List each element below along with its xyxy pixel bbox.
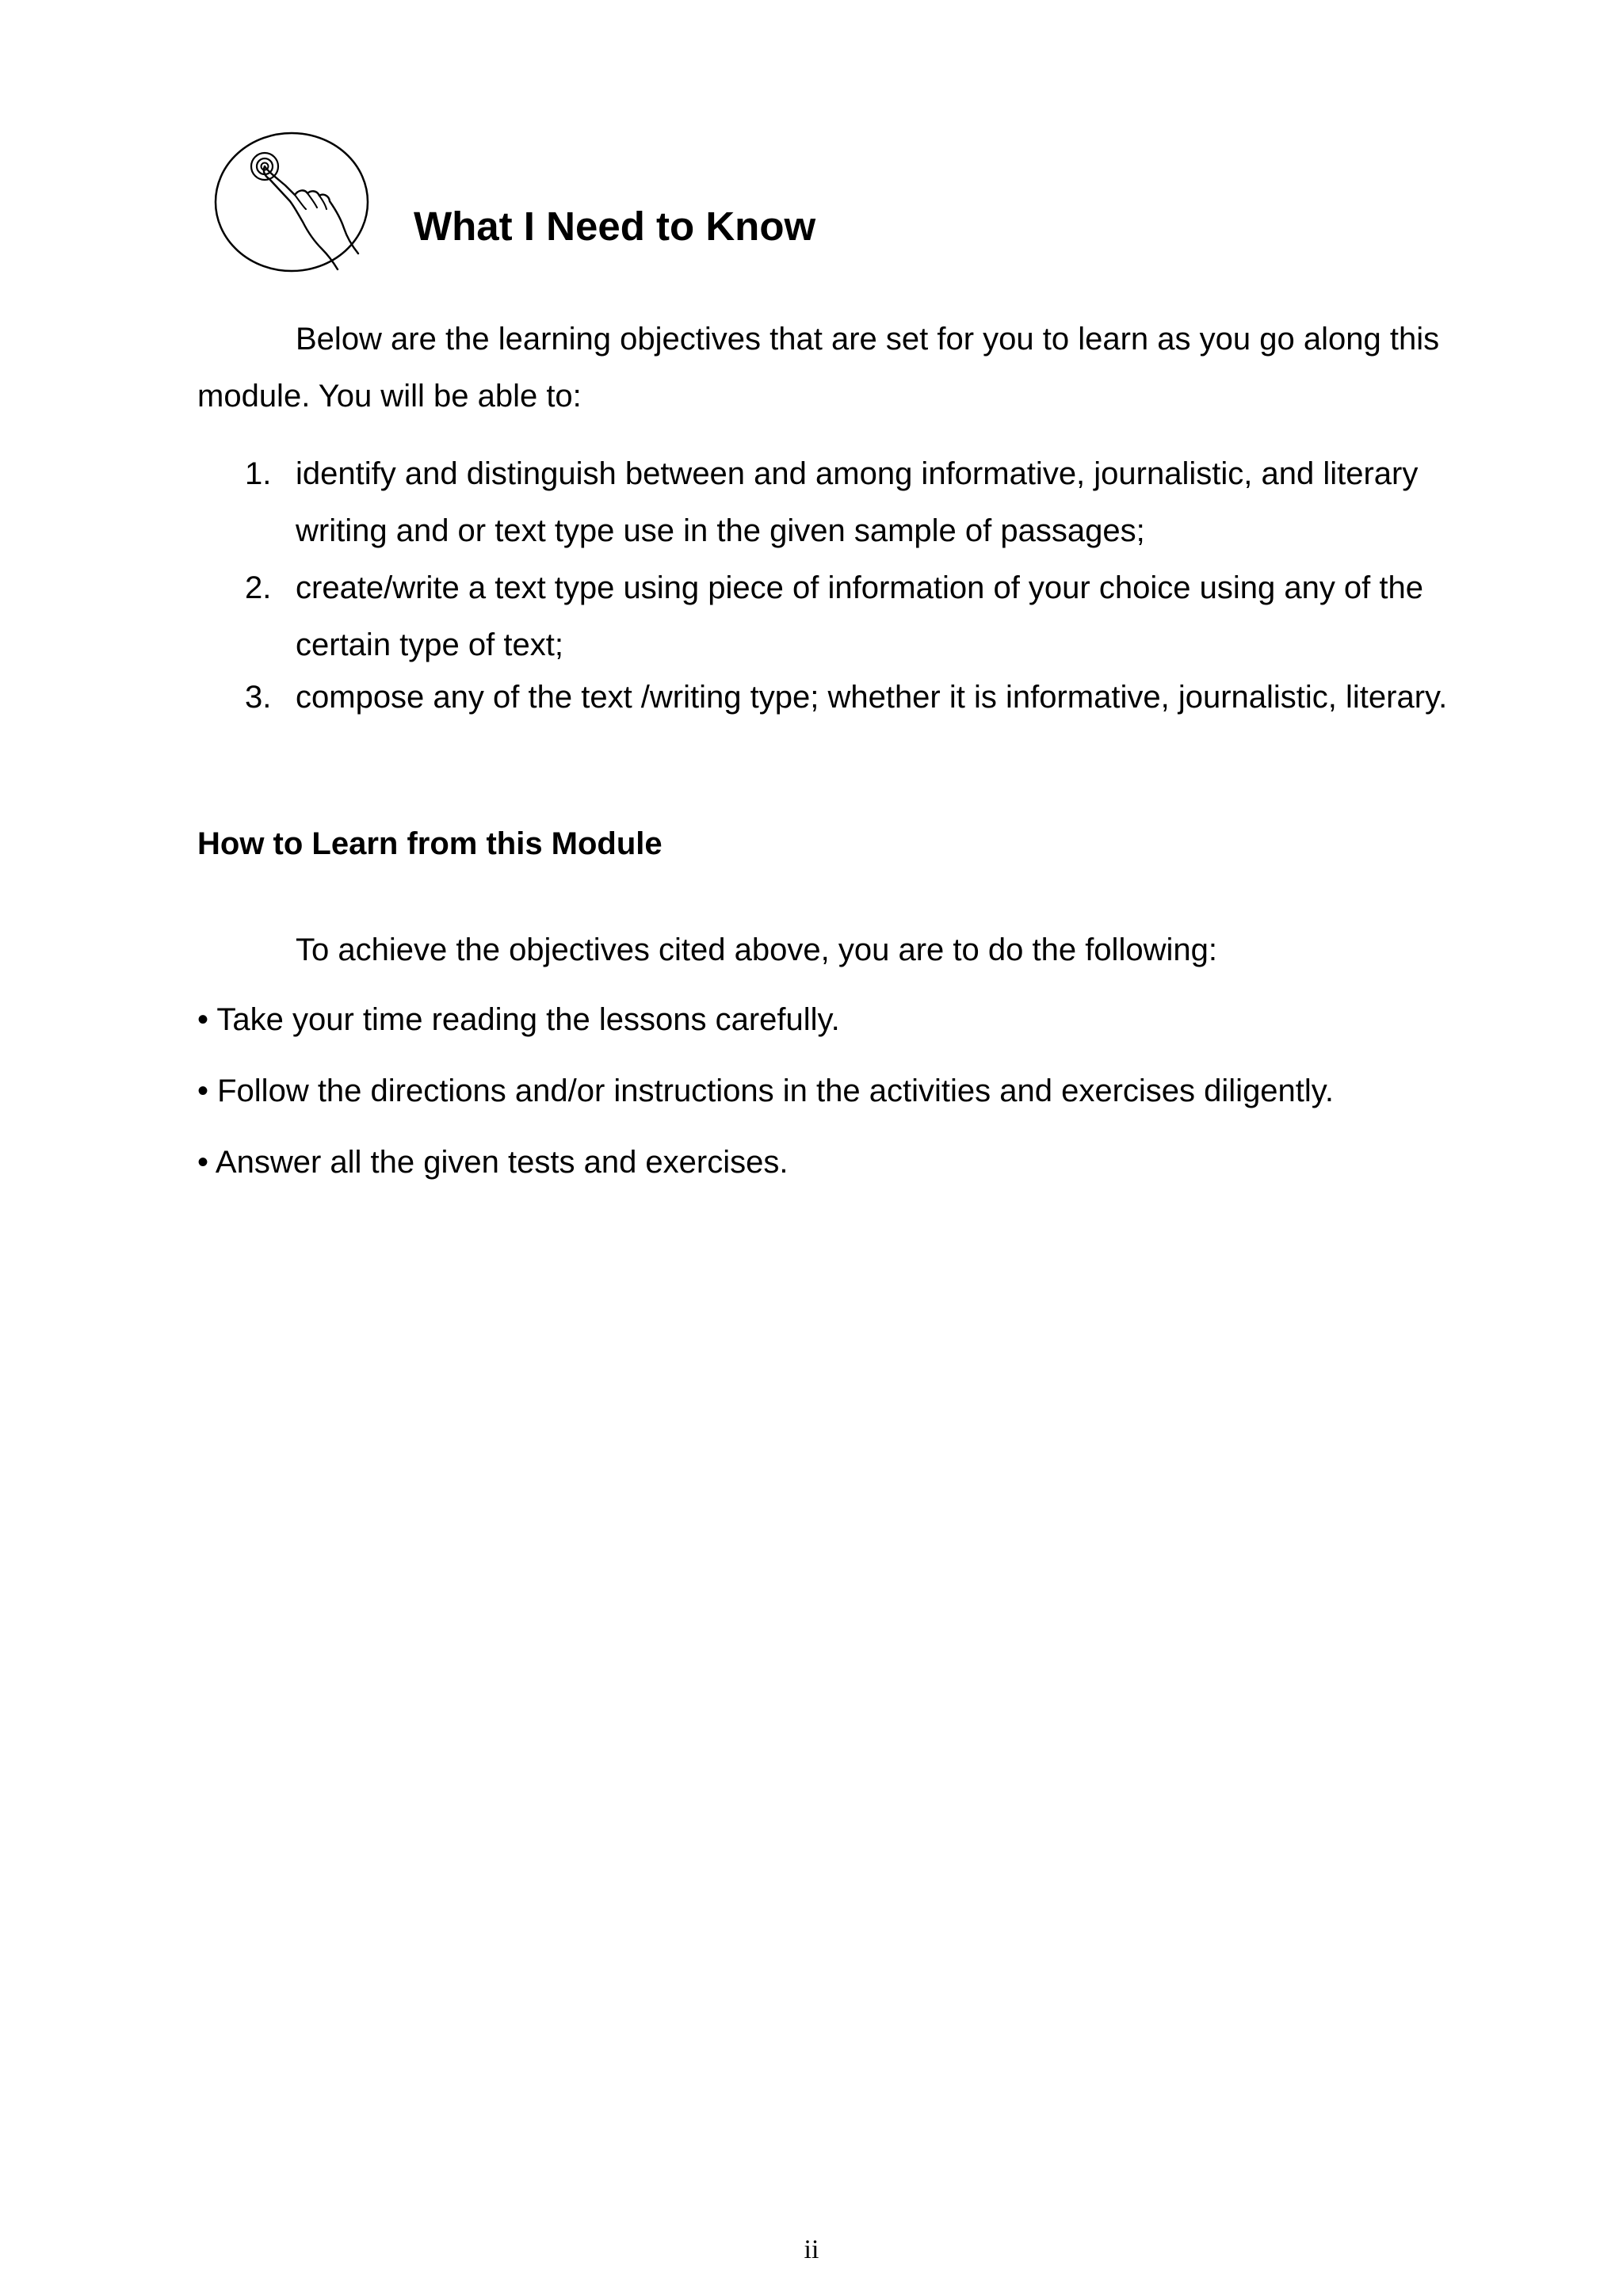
list-item: • Follow the directions and/or instructions in the activities and exercises diligently. — [197, 1074, 1334, 1108]
instructions-list — [197, 1000, 1334, 1214]
objective-number: 3. — [245, 680, 272, 715]
intro-paragraph — [197, 311, 1481, 425]
section-lead: To achieve the objectives cited above, you are to do the following: — [296, 933, 1217, 967]
objective-text: create/write a text type using piece of information of your choice using any of the certain type of text; — [296, 570, 1424, 662]
objective-number: 1. — [245, 456, 272, 491]
list-item: • Answer all the given tests and exercises. — [197, 1145, 789, 1180]
objective-item — [197, 559, 1481, 673]
objectives-list — [197, 445, 1481, 713]
objective-item — [197, 681, 1481, 713]
list-item: • Take your time reading the lessons carefully. — [197, 1002, 840, 1037]
intro-text: Below are the learning objectives that are set for you to learn as you go along this module. You will be able to: — [197, 322, 1440, 414]
objective-text: identify and distinguish between and among informative, journalistic, and literary writing and or text type use in the given sample of passages; — [296, 456, 1419, 548]
section-heading: How to Learn from this Module — [197, 826, 663, 861]
hand-pointing-icon — [212, 130, 371, 274]
objective-item — [197, 445, 1481, 559]
page-title: What I Need to Know — [414, 204, 816, 250]
page-number: ii — [804, 2235, 819, 2264]
objective-number: 2. — [245, 570, 272, 605]
objective-text: compose any of the text /writing type; whether it is informative, journalistic, literary. — [296, 680, 1448, 715]
